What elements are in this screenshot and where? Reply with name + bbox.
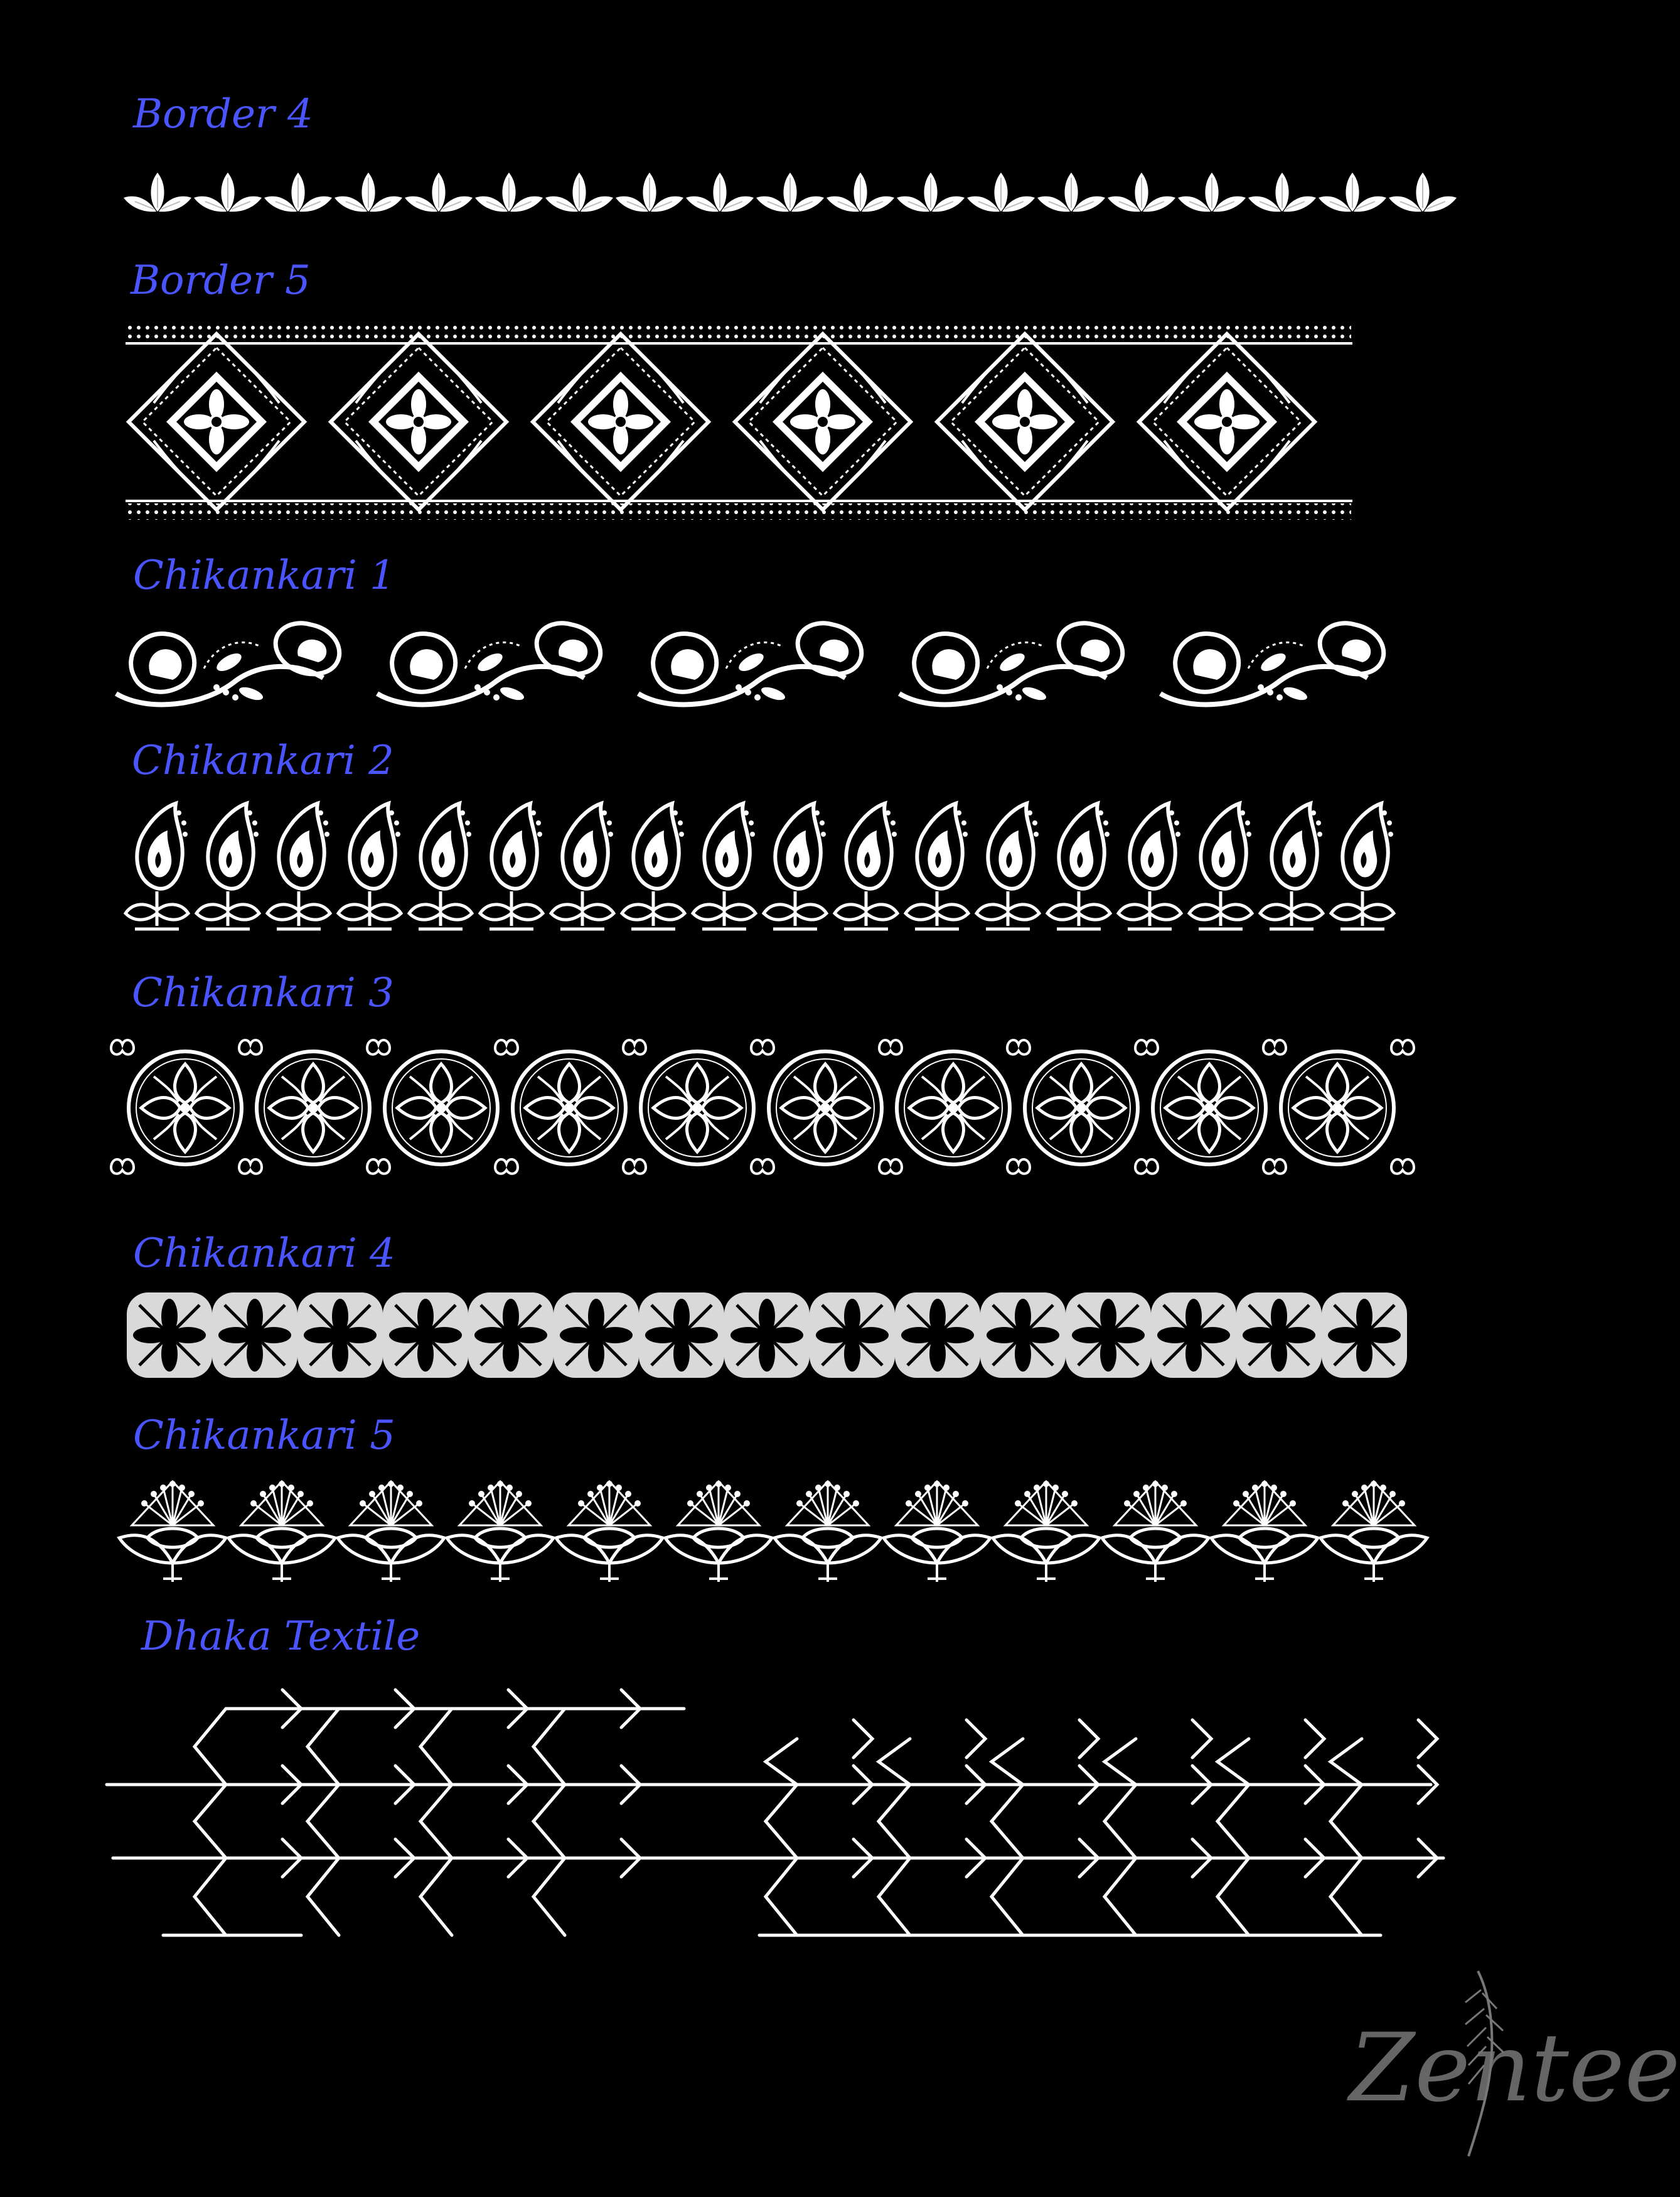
leaf-motif [1178, 173, 1246, 212]
label-border-4: Border 4 [133, 91, 313, 137]
paisley-plant-motif [126, 803, 188, 929]
corner-flower [367, 1040, 390, 1055]
chevron-stitch [766, 1785, 797, 1858]
fan-lotus-motif [119, 1481, 226, 1582]
paisley-vine-motif [899, 623, 1123, 705]
zentee-logo [1343, 1965, 1680, 2159]
paisley-plant-motif [1118, 803, 1181, 929]
chevron-stitch [1330, 1739, 1362, 1785]
fan-lotus-motif [447, 1481, 554, 1582]
paisley-plant-icon [122, 800, 1403, 935]
quatrefoil-motif [895, 1292, 980, 1378]
chevron-stitch [420, 1858, 452, 1935]
label-chikankari-4: Chikankari 4 [133, 1230, 395, 1277]
chevron-stitch [1330, 1785, 1362, 1858]
rosette-motif [1281, 1051, 1394, 1164]
leaf-motif [616, 173, 683, 212]
leaf-motif [334, 173, 402, 212]
paisley-plant-motif [1189, 803, 1252, 929]
corner-flower [239, 1040, 262, 1055]
label-chikankari-5: Chikankari 5 [133, 1412, 395, 1459]
leaf-motif [827, 173, 894, 212]
chevron-stitch [766, 1739, 797, 1785]
chevron-stitch [1217, 1785, 1249, 1858]
rosette-motif [641, 1051, 754, 1164]
rosette-motif [769, 1051, 882, 1164]
quatrefoil-motif [1322, 1292, 1407, 1378]
arrow-stitch [1305, 1720, 1324, 1758]
paisley-plant-motif [551, 803, 614, 929]
chevron-stitch [1217, 1739, 1249, 1785]
corner-flower [1263, 1040, 1286, 1055]
fan-lotus-motif [1102, 1481, 1209, 1582]
corner-flower [623, 1040, 646, 1055]
leaf-motif [1389, 173, 1457, 212]
leaf-motif [405, 173, 473, 212]
paisley-plant-motif [1260, 803, 1323, 929]
corner-flower [751, 1040, 774, 1055]
paisley-plant-motif [196, 803, 259, 929]
corner-flower [1263, 1159, 1286, 1174]
paisley-vine-motif [1160, 623, 1384, 705]
chevron-stitch [1217, 1858, 1249, 1935]
label-chikankari-2: Chikankari 2 [132, 738, 394, 784]
fan-lotus-motif [228, 1481, 335, 1582]
leaf-motif [1248, 173, 1316, 212]
leaf-motif [545, 173, 613, 212]
fan-lotus-motif [338, 1481, 444, 1582]
fan-lotus-motif [774, 1481, 881, 1582]
chevron-stitch [308, 1785, 339, 1858]
corner-flower [111, 1040, 134, 1055]
quatrefoil-motif [383, 1292, 468, 1378]
border-4-pattern [122, 166, 1459, 217]
label-chikankari-1: Chikankari 1 [133, 552, 395, 599]
chevron-stitch [1105, 1858, 1136, 1935]
leaf-motif-icon [122, 166, 1459, 217]
leaf-motif [686, 173, 754, 212]
quatrefoil-motif [1236, 1292, 1322, 1378]
watermark-text: Zentee [1349, 2014, 1680, 2123]
diamond-medallion-icon [126, 323, 1352, 521]
rosette-motif [257, 1051, 370, 1164]
corner-flower [239, 1159, 262, 1174]
chevron-stitch [879, 1858, 910, 1935]
rosette-icon [122, 1036, 1403, 1180]
corner-flower [879, 1159, 902, 1174]
leaf-motif [1108, 173, 1175, 212]
paisley-plant-motif [267, 803, 330, 929]
paisley-vine-motif [377, 623, 601, 705]
arrow-stitch [1192, 1720, 1211, 1758]
label-chikankari-3: Chikankari 3 [132, 970, 394, 1016]
paisley-plant-motif [835, 803, 897, 929]
paisley-vine-motif [638, 623, 862, 705]
paisley-vine-icon [110, 618, 1421, 716]
fan-lotus-motif [993, 1481, 1099, 1582]
chevron-stitch [879, 1739, 910, 1785]
paisley-plant-motif [693, 803, 756, 929]
chevron-stitch [766, 1858, 797, 1935]
chevron-stitch [992, 1785, 1023, 1858]
quatrefoil-motif [639, 1292, 724, 1378]
leaf-motif [756, 173, 824, 212]
chikankari-4-pattern [126, 1293, 1406, 1378]
corner-flower [1135, 1040, 1158, 1055]
chevron-stitch [1105, 1739, 1136, 1785]
corner-flower [879, 1040, 902, 1055]
quatrefoil-motif [980, 1292, 1066, 1378]
arrow-stitch [1418, 1720, 1437, 1758]
paisley-plant-motif [1047, 803, 1110, 929]
dhaka-textile-pattern [100, 1670, 1469, 2009]
chikankari-3-pattern [122, 1036, 1403, 1180]
chevron-stitch [308, 1858, 339, 1935]
corner-flower [623, 1159, 646, 1174]
corner-flower [751, 1159, 774, 1174]
label-dhaka-textile: Dhaka Textile [141, 1613, 420, 1660]
corner-flower [367, 1159, 390, 1174]
leaf-motif [967, 173, 1035, 212]
chevron-stitch [879, 1785, 910, 1858]
arrow-stitch [853, 1720, 872, 1758]
leaf-motif [264, 173, 332, 212]
leaf-motif [124, 173, 191, 212]
rosette-motif [1025, 1051, 1138, 1164]
fan-lotus-icon [119, 1475, 1431, 1588]
leaf-motif [897, 173, 965, 212]
corner-flower [495, 1159, 518, 1174]
chikankari-5-pattern [119, 1475, 1431, 1588]
paisley-plant-motif [906, 803, 968, 929]
chikankari-1-pattern [110, 618, 1421, 716]
corner-flower [1007, 1159, 1030, 1174]
quatrefoil-motif [554, 1292, 639, 1378]
quatrefoil-motif [810, 1292, 895, 1378]
corner-flower [1391, 1040, 1414, 1055]
label-border-5: Border 5 [131, 257, 311, 304]
leaf-motif [194, 173, 262, 212]
leaf-motif [1319, 173, 1386, 212]
chevron-stitch [1105, 1785, 1136, 1858]
chevron-stitch [195, 1785, 226, 1858]
chevron-stitch [195, 1709, 226, 1785]
quatrefoil-motif [1066, 1292, 1151, 1378]
chevron-stitch [533, 1858, 565, 1935]
chevron-stitch [1330, 1858, 1362, 1935]
quatrefoil-motif [212, 1292, 297, 1378]
rosette-motif [385, 1051, 498, 1164]
chikankari-2-pattern [122, 800, 1403, 935]
rosette-motif [897, 1051, 1010, 1164]
chevron-stitch [992, 1858, 1023, 1935]
feather-logo-icon [1343, 1965, 1556, 2159]
corner-flower [1391, 1159, 1414, 1174]
corner-flower [1135, 1159, 1158, 1174]
quatrefoil-icon [126, 1293, 1406, 1378]
paisley-plant-motif [338, 803, 401, 929]
fan-lotus-motif [665, 1481, 772, 1582]
leaf-motif [475, 173, 543, 212]
quatrefoil-motif [468, 1292, 554, 1378]
rosette-motif [513, 1051, 626, 1164]
chevron-stitch [533, 1785, 565, 1858]
paisley-plant-motif [1331, 803, 1394, 929]
paisley-plant-motif [480, 803, 543, 929]
fan-lotus-motif [1211, 1481, 1318, 1582]
chevron-stitch [195, 1858, 226, 1935]
chevron-stitch-icon [100, 1670, 1469, 2009]
border-5-pattern [126, 323, 1352, 521]
paisley-plant-motif [622, 803, 685, 929]
chevron-stitch [308, 1709, 339, 1785]
fan-lotus-motif [884, 1481, 990, 1582]
paisley-vine-motif [116, 623, 340, 705]
corner-flower [1007, 1040, 1030, 1055]
chevron-stitch [992, 1739, 1023, 1785]
rosette-motif [129, 1051, 242, 1164]
arrow-stitch [1079, 1720, 1098, 1758]
chevron-stitch [420, 1709, 452, 1785]
fan-lotus-motif [1320, 1481, 1427, 1582]
corner-flower [495, 1040, 518, 1055]
quatrefoil-motif [127, 1292, 212, 1378]
leaf-motif [1037, 173, 1105, 212]
arrow-stitch [966, 1720, 985, 1758]
corner-flower [111, 1159, 134, 1174]
paisley-plant-motif [764, 803, 827, 929]
quatrefoil-motif [297, 1292, 383, 1378]
fan-lotus-motif [556, 1481, 663, 1582]
rosette-motif [1153, 1051, 1266, 1164]
quatrefoil-motif [724, 1292, 810, 1378]
chevron-stitch [533, 1709, 565, 1785]
chevron-stitch [420, 1785, 452, 1858]
paisley-plant-motif [409, 803, 472, 929]
paisley-plant-motif [976, 803, 1039, 929]
quatrefoil-motif [1151, 1292, 1236, 1378]
